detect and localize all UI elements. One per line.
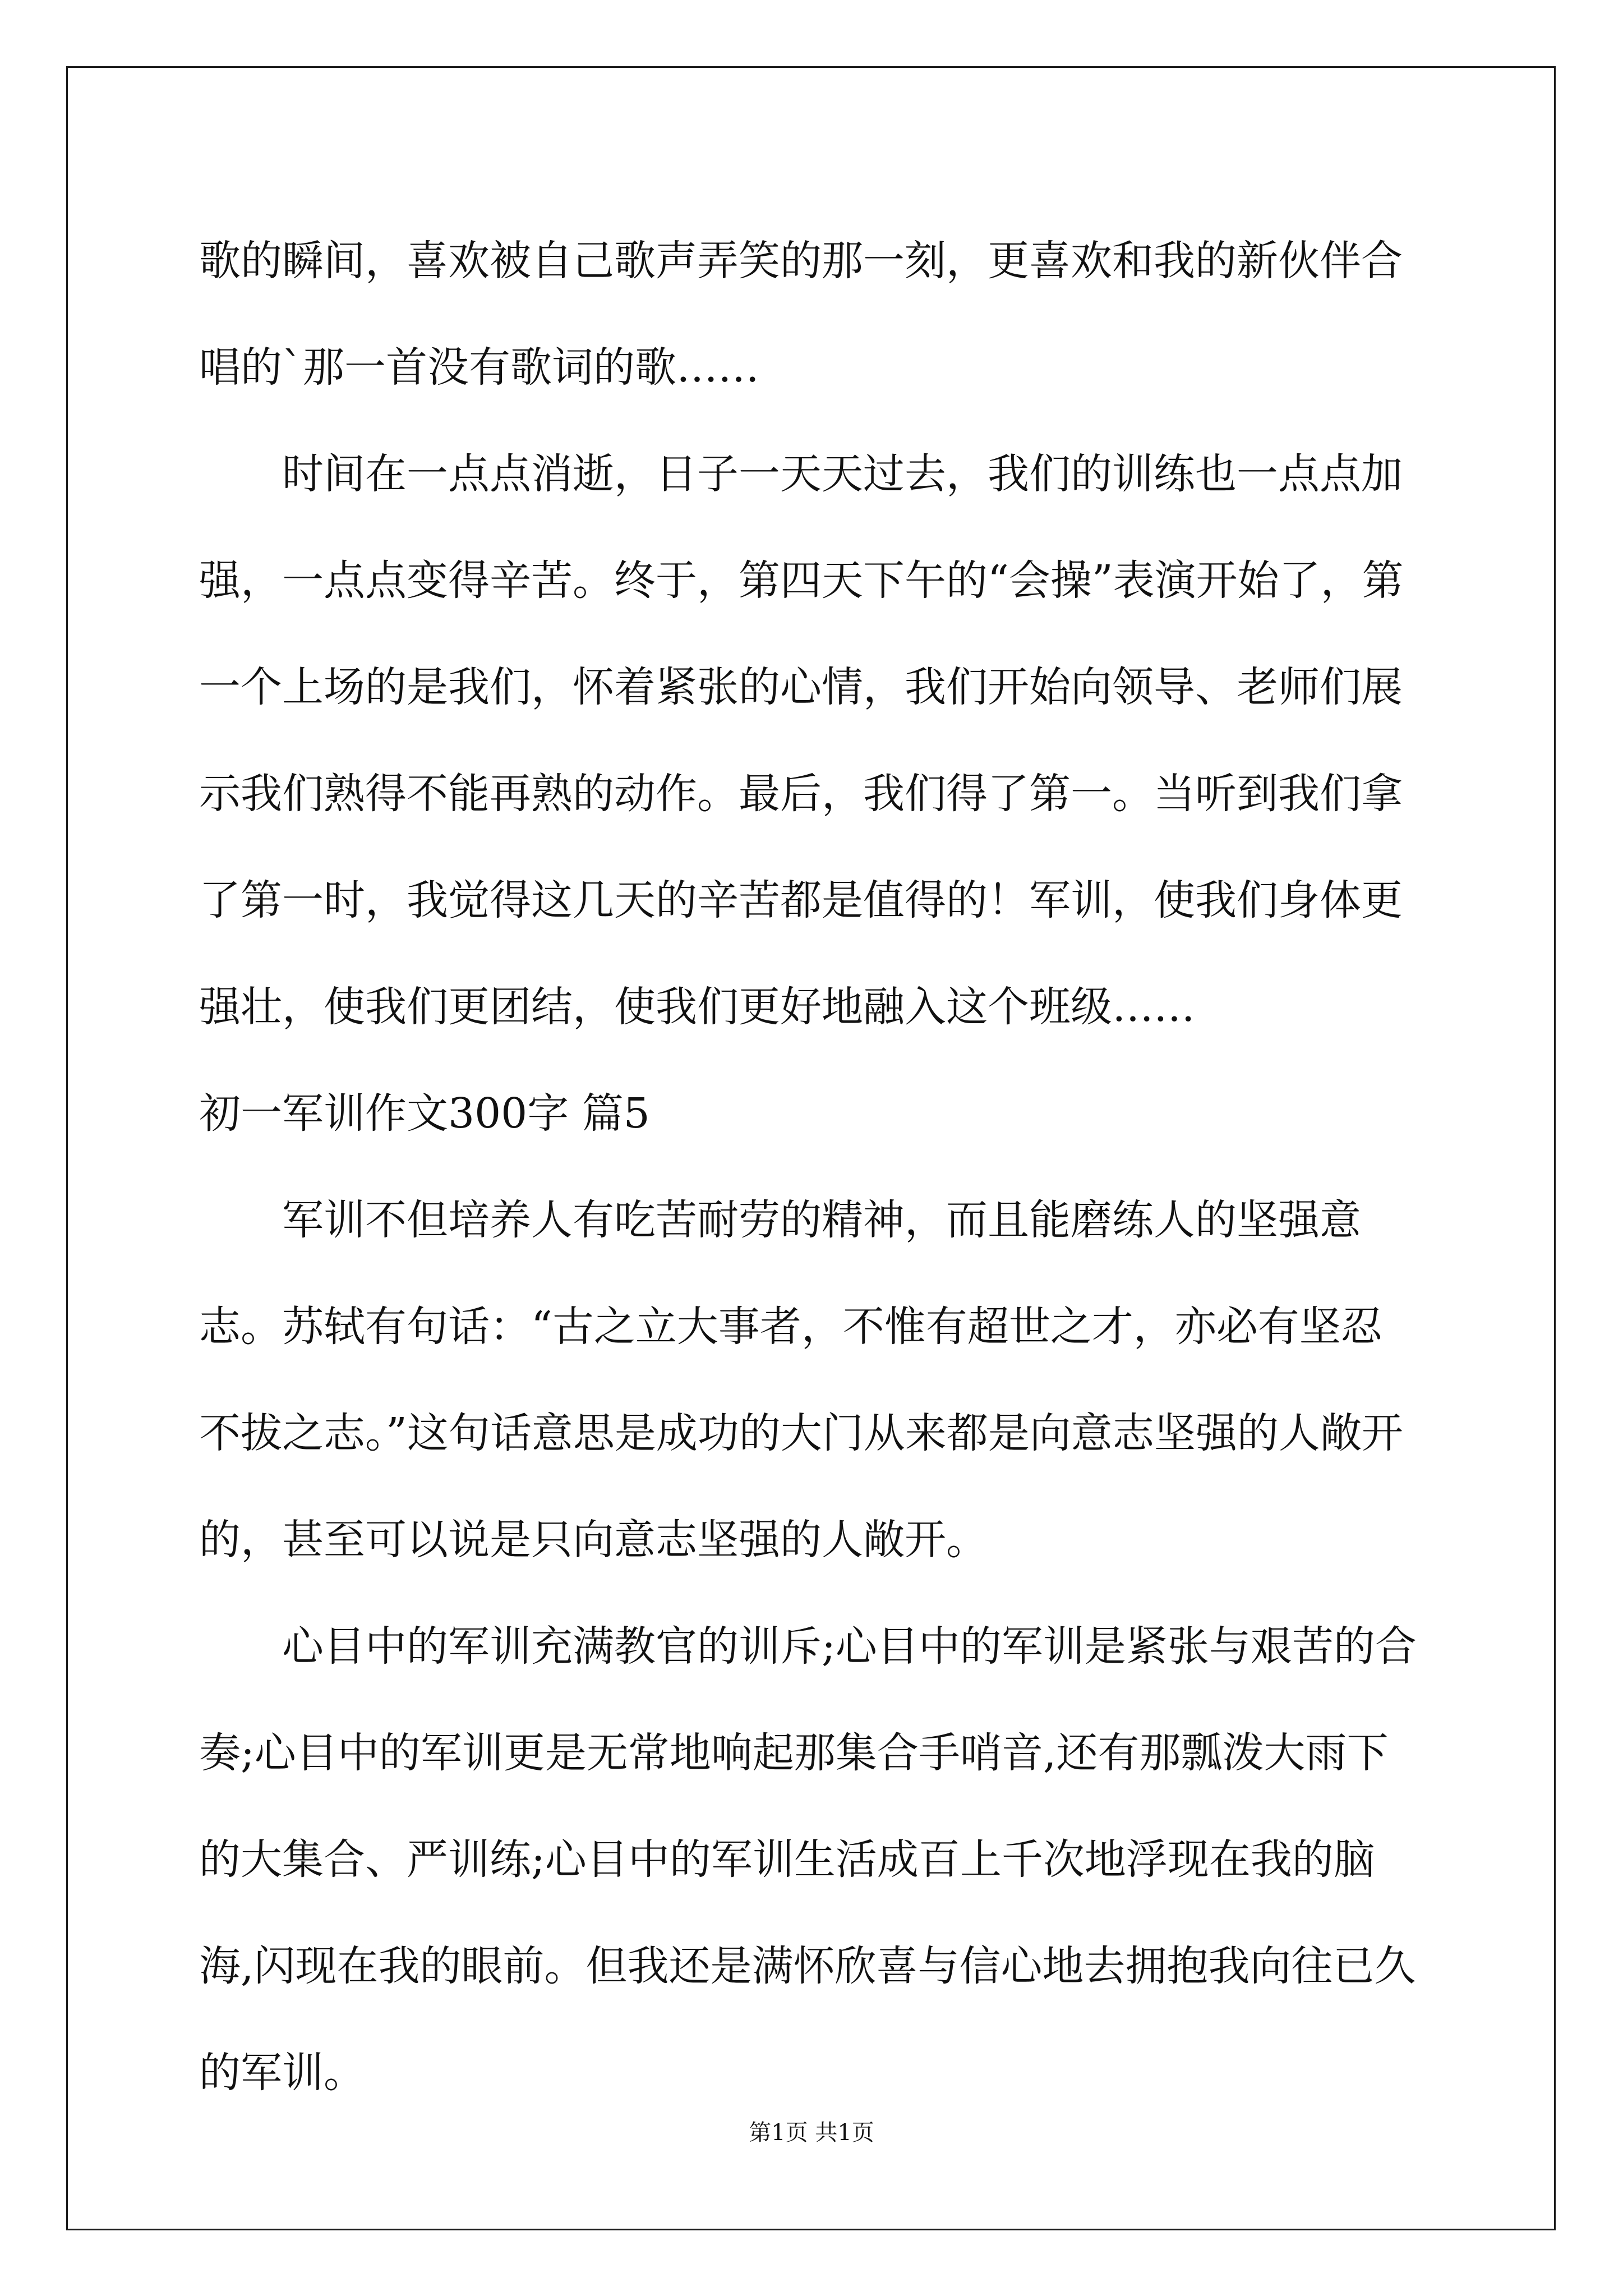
page-footer: 第1页 共1页 [749,2120,874,2146]
paragraph-imagination: 心目中的军训充满教官的训斥;心目中的军训是紧张与艰苦的合奏;心目中的军训更是无常地响起那集合手哨音,还有那瓢泼大雨下的大集合、严训练;心目中的军训生活成百上千次地浮现在我的脑海,闪现在我的眼前。但我还是满怀欣喜与信心地去拥抱我向往已久的军训。 [199,1622,1417,2097]
document-body [199,208,1422,2126]
paragraph-continuation: 歌的瞬间，喜欢被自己歌声弄笑的那一刻，更喜欢和我的新伙伴合唱的`那一首没有歌词的歌…… [199,237,1403,392]
section-heading: 初一军训作文300字 篇5 [199,1089,650,1138]
paragraph-willpower: 军训不但培养人有吃苦耐劳的精神，而且能磨练人的坚强意志。苏轼有句话：“古之立大事者，不惟有超世之才，亦必有坚忍不拔之志。”这句话意思是成功的大门从来都是向意志坚强的人敞开的，甚至可以说是只向意志坚强的人敞开。 [199,1196,1403,1564]
paragraph-training: 时间在一点点消逝，日子一天天过去，我们的训练也一点点加强，一点点变得辛苦。终于，第四天下午的“会操”表演开始了，第一个上场的是我们，怀着紧张的心情，我们开始向领导、老师们展示我们熟得不能再熟的动作。最后，我们得了第一。当听到我们拿了第一时，我觉得这几天的辛苦都是值得的！军训，使我们身体更强壮，使我们更团结，使我们更好地融入这个班级…… [199,450,1404,1031]
